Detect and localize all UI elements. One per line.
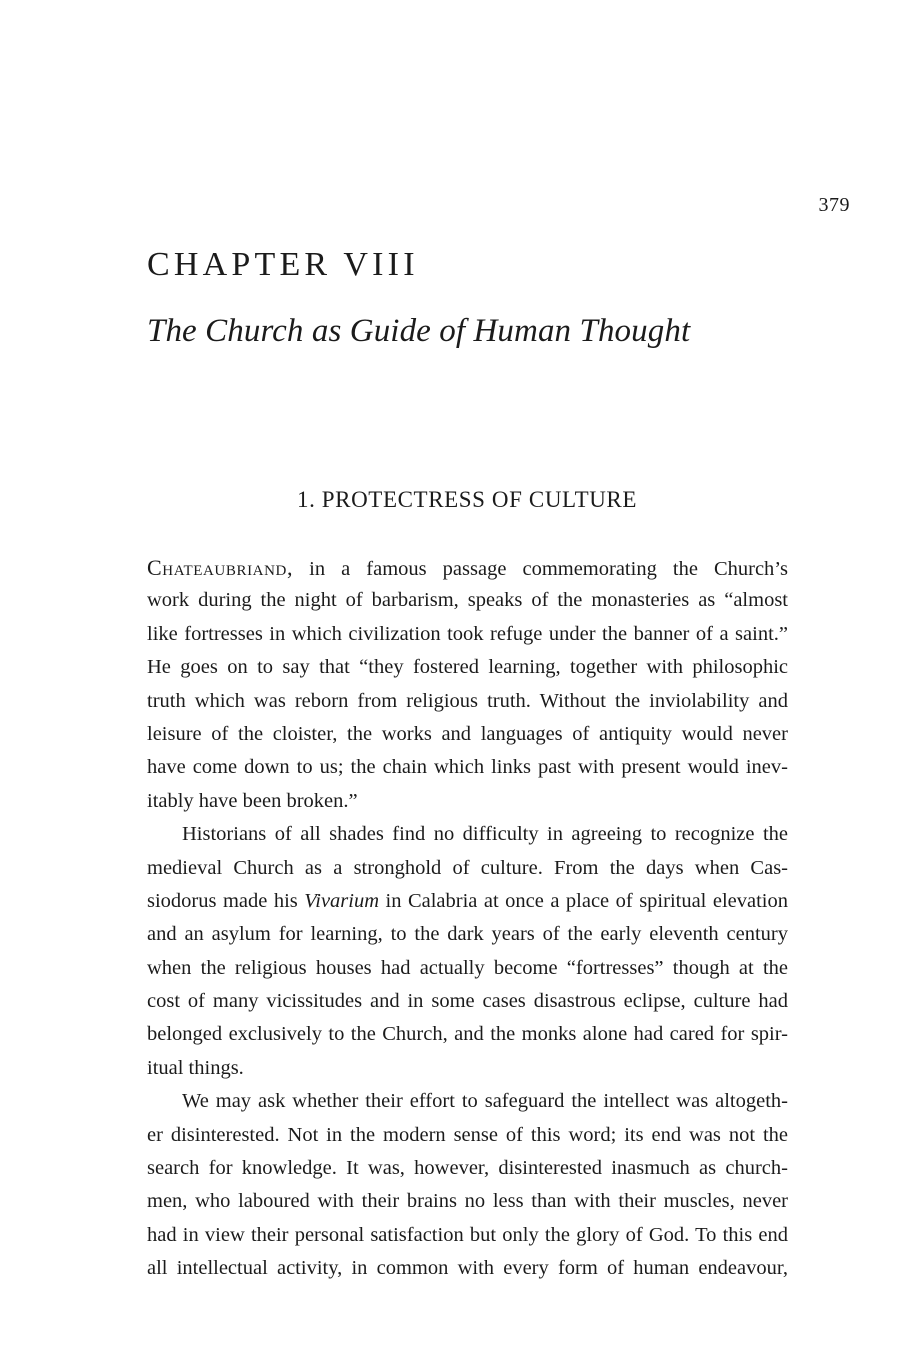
text-line: truth which was reborn from religious truth. Without the inviolability and (147, 689, 788, 712)
text-line: We may ask whether their effort to safeguard the intellect was altogeth- (182, 1090, 788, 1113)
text-line: er disinterested. Not in the modern sense of this word; its end was not the (147, 1123, 788, 1146)
chapter-heading: CHAPTER VIII (147, 246, 419, 283)
text-line: Historians of all shades find no difficulty in agreeing to recognize the (182, 823, 788, 846)
text-line: when the religious houses had actually become “fortresses” though at the (147, 956, 788, 979)
text-segment: in Calabria at once a place of spiritual elevation (379, 889, 788, 912)
page-number: 379 (818, 194, 850, 216)
text-line: and an asylum for learning, to the dark years of the early eleventh century (147, 923, 788, 946)
text-line: have come down to us; the chain which links past with present would inev- (147, 756, 788, 779)
text-line (147, 885, 788, 918)
text-line: itual things. (147, 1056, 244, 1079)
text-line: like fortresses in which civilization took refuge under the banner of a saint.” (147, 622, 788, 645)
paragraph-1 (147, 551, 788, 818)
italic-term: Vivarium (304, 889, 380, 912)
lead-word: Chateaubriand, (147, 555, 294, 580)
text-line: leisure of the cloister, the works and languages of antiquity would never (147, 722, 788, 745)
text-line: men, who laboured with their brains no less than with their muscles, never (147, 1190, 788, 1213)
text-line: itably have been broken.” (147, 789, 358, 812)
body-text (147, 551, 788, 1286)
text-line: medieval Church as a stronghold of culture. From the days when Cas- (147, 856, 788, 879)
section-heading: 1. PROTECTRESS OF CULTURE (296, 487, 638, 512)
text-segment: in a famous passage commemorating the Church’s (293, 558, 788, 580)
chapter-subtitle: The Church as Guide of Human Thought (147, 313, 691, 349)
text-line: search for knowledge. It was, however, disinterested inasmuch as church- (147, 1157, 788, 1180)
paragraph-3 (147, 1085, 788, 1285)
paragraph-2 (147, 818, 788, 1085)
text-line: He goes on to say that “they fostered learning, together with philosophic (147, 656, 788, 679)
text-line: work during the night of barbarism, speaks of the monasteries as “almost (147, 589, 788, 612)
text-segment: siodorus made his (147, 889, 305, 912)
text-line: had in view their personal satisfaction but only the glory of God. To this end (147, 1223, 788, 1246)
text-line: all intellectual activity, in common with every form of human endeavour, (147, 1257, 788, 1280)
text-line (147, 551, 788, 584)
text-line: cost of many vicissitudes and in some cases disastrous eclipse, culture had (147, 990, 788, 1013)
text-line: belonged exclusively to the Church, and the monks alone had cared for spir- (147, 1023, 788, 1046)
